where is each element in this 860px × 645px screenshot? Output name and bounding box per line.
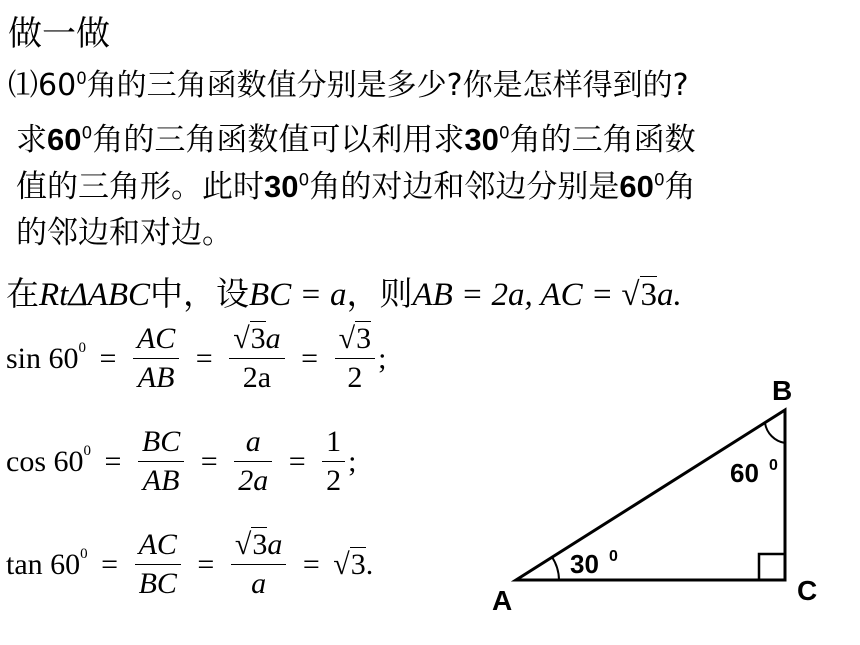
tan-end: . [365,547,374,581]
angle-b-arc [765,423,785,443]
angle-a-value: 30 [570,549,599,579]
setup-text: 中，设 [150,274,250,313]
answer-degree: 0 [498,123,510,144]
tan-deg: 0 [80,545,88,562]
setup-triangle: ΔABC [68,277,151,313]
cos-end: ; [348,444,357,478]
triangle-shape [516,410,785,580]
tan-result-root: 3 [350,547,366,581]
angle-b-degree: 0 [769,457,778,474]
sin-deg: 0 [78,339,87,356]
tan-den-2: a [251,567,267,600]
cos-num-1: BC [138,425,184,462]
setup-line: 在RtΔABC中，设BC = a，则AB = 2a, AC = √3a. [6,274,682,313]
cos-den-1: AB [142,464,180,497]
right-angle-mark [759,554,785,580]
sin-num-2-root: 3 [250,322,266,355]
page-title: 做一做 [8,14,110,54]
setup-end: a. [657,277,682,313]
answer-degree: 0 [653,170,665,191]
vertex-b-label: B [772,375,793,406]
answer-text: 角的对边和邻边分别是 [309,169,620,205]
answer-line-3: 的邻边和对边。 [16,215,233,251]
answer-text: 角的三角函数值可以利用求 [92,122,465,158]
tan-num-1: AC [135,528,181,565]
tan-formula: $\tan 60^0$ = $\frac{AC}{BC}$ = $\frac{√3a}{a}$ = √3. [6,528,374,600]
cos-num-2: a [234,425,272,462]
question-degree: 0 [76,69,87,88]
cos-num-3: 1 [322,425,345,462]
answer-text: 求 [16,122,47,158]
answer-degree: 0 [298,170,310,191]
answer-text: 角的三角函数 [509,122,696,158]
setup-text: ，则 [346,274,413,313]
cos-fn: cos 60 [6,444,84,478]
sin-num-2: a [265,322,281,355]
answer-number: 60 [47,122,82,157]
vertex-c-label: C [797,575,818,606]
sin-num-1: AC [133,322,179,359]
sin-den-2: 2a [242,361,272,394]
question-prefix: ⑴60 [8,68,77,103]
angle-b-value: 60 [730,458,759,488]
angle-a-degree: 0 [609,548,618,565]
answer-number: 30 [464,122,499,157]
vertex-a-label: A [492,585,513,616]
sin-den-1: AB [137,361,175,394]
tan-num-2: a [267,528,283,561]
answer-text: 值的三角形。此时 [16,169,264,205]
answer-number: 30 [264,169,299,204]
cos-formula: $\cos 60^0$ = $\frac{BC}{AB}$ = $\frac{a}{2a}$ = $\frac{1}{2}$ ; [6,425,357,497]
question-text: 角的三角函数值分别是多少?你是怎样得到的? [86,68,689,103]
sin-end: ; [378,341,387,375]
sin-den-3: 2 [347,361,363,394]
setup-sqrt: 3 [640,277,658,313]
answer-text: 角 [664,169,696,205]
cos-den-3: 2 [326,464,342,497]
sin-fn: sin 60 [6,341,79,375]
answer-number: 60 [619,169,654,204]
angle-a-arc [552,557,559,580]
setup-bc: BC = a [249,277,347,313]
tan-fn: tan 60 [6,547,81,581]
answer-degree: 0 [81,123,93,144]
sin-num-3-root: 3 [356,322,372,355]
cos-den-2: 2a [238,464,269,497]
tan-den-1: BC [138,567,177,600]
setup-rt: Rt [39,277,69,313]
setup-text: 在 [6,274,39,313]
tan-num-2-root: 3 [252,528,268,561]
cos-deg: 0 [83,442,91,459]
sin-formula: $\sin 60^0$ = $\frac{AC}{AB}$ = $\frac{√3a}{2a}$ = $\frac{√3}{2}$ ; [6,322,387,394]
setup-ab-ac: AB = 2a, AC = [412,277,622,313]
